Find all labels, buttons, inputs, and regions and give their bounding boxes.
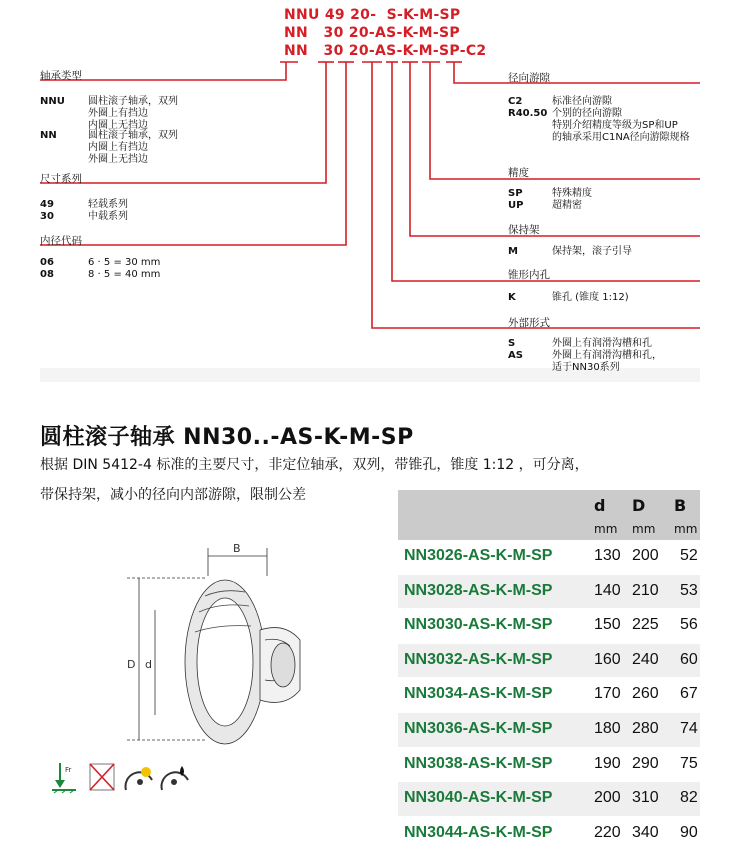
header-d: d xyxy=(594,496,606,515)
part-number: NN3044-AS-K-M-SP xyxy=(404,823,553,841)
size-desc-49: 轻载系列 xyxy=(88,199,128,210)
header-big-d: D xyxy=(632,496,646,515)
cell-b: 53 xyxy=(680,581,698,599)
cell-d: 180 xyxy=(594,719,621,737)
part-number: NN3032-AS-K-M-SP xyxy=(404,650,553,668)
radial-load-icon xyxy=(52,763,76,793)
cage-desc: 保持架，滚子引导 xyxy=(552,246,632,257)
type-desc-nnu: 圆柱滚子轴承，双列 外圈上有挡边 内圈上无挡边 xyxy=(88,96,178,131)
part-number: NN3038-AS-K-M-SP xyxy=(404,754,553,772)
taper-code: K xyxy=(508,292,516,303)
bore-code-08: 08 xyxy=(40,269,54,280)
cell-big-d: 280 xyxy=(632,719,659,737)
line-taper xyxy=(392,62,700,281)
type-code-nn: NN xyxy=(40,130,57,141)
cell-big-d: 200 xyxy=(632,547,659,564)
cell-big-d: 225 xyxy=(632,616,659,634)
cell-big-d: 290 xyxy=(632,754,659,772)
cell-d: 200 xyxy=(594,789,621,807)
cage-title: 保持架 xyxy=(508,224,540,236)
clearance-desc: 标准径向游隙 个别的径向游隙 特别介绍精度等级为SP和UP 的轴承采用C1NA径向游隙规格 xyxy=(552,96,690,143)
bearing-type-title: 轴承类型 xyxy=(40,70,82,82)
taper-title: 锥形内孔 xyxy=(508,269,550,281)
table-row xyxy=(398,678,700,713)
cell-big-d: 240 xyxy=(632,650,659,668)
table-row xyxy=(398,782,700,817)
part-number: NN3030-AS-K-M-SP xyxy=(404,616,553,634)
product-title: 圆柱滚子轴承 NN30..-AS-K-M-SP xyxy=(40,425,414,450)
cell-d: 130 xyxy=(594,547,621,564)
cell-d: 160 xyxy=(594,650,621,668)
product-description-line-1: 根据 DIN 5412-4 标准的主要尺寸，非定位轴承，双列，带锥孔，锥度 1:12 ，可分离， xyxy=(40,457,589,473)
clearance-title: 径向游隙 xyxy=(508,72,550,84)
part-number: NN3028-AS-K-M-SP xyxy=(404,581,553,599)
bore-code-title: 内径代码 xyxy=(40,235,82,247)
bearing-drawing xyxy=(115,540,315,752)
cell-d: 140 xyxy=(594,581,621,599)
cell-b: 56 xyxy=(680,616,698,634)
part-number: NN3036-AS-K-M-SP xyxy=(404,719,553,737)
oil-lubrication-icon xyxy=(162,766,188,790)
table-header xyxy=(398,490,700,540)
clearance-codes: C2 R40.50 xyxy=(508,96,548,119)
cell-b: 67 xyxy=(680,685,698,703)
cage-code: M xyxy=(508,246,518,257)
part-number: NN3040-AS-K-M-SP xyxy=(404,789,553,807)
table-row xyxy=(398,644,700,679)
cell-d: 220 xyxy=(594,823,621,841)
size-code-49: 49 xyxy=(40,199,54,210)
cell-b: 82 xyxy=(680,789,698,807)
table-row xyxy=(398,748,700,783)
line-bore xyxy=(40,62,346,245)
part-number: NN3034-AS-K-M-SP xyxy=(404,685,553,703)
no-axial-load-icon xyxy=(90,764,114,790)
precision-title: 精度 xyxy=(508,167,529,179)
size-code-30: 30 xyxy=(40,211,54,222)
header-big-d-unit: mm xyxy=(632,522,656,536)
cell-d: 170 xyxy=(594,685,621,703)
table-row xyxy=(398,713,700,748)
property-icons xyxy=(50,760,210,796)
dimension-label-big-d: D xyxy=(127,658,136,671)
line-clearance xyxy=(454,62,700,83)
cell-big-d: 210 xyxy=(632,581,659,599)
bore-desc-08: 8 · 5 = 40 mm xyxy=(88,269,161,280)
cell-d: 150 xyxy=(594,616,621,634)
cell-b: 60 xyxy=(680,650,698,668)
cell-b: 52 xyxy=(680,547,698,564)
taper-desc: 锥孔 (锥度 1:12) xyxy=(552,292,629,303)
dimension-label-b: B xyxy=(233,542,241,555)
cell-big-d: 340 xyxy=(632,823,659,841)
dimension-label-small-d: d xyxy=(145,658,152,671)
table-row xyxy=(398,575,700,610)
header-d-unit: mm xyxy=(594,522,618,536)
type-code-nnu: NNU xyxy=(40,96,65,107)
precision-desc: 特殊精度 超精密 xyxy=(552,188,592,211)
table-row xyxy=(398,540,700,575)
grease-lubrication-icon xyxy=(126,767,152,790)
cell-b: 74 xyxy=(680,719,698,737)
type-desc-nn: 圆柱滚子轴承，双列 内圈上有挡边 外圈上无挡边 xyxy=(88,130,178,165)
dimension-table xyxy=(398,490,700,851)
cell-d: 190 xyxy=(594,754,621,772)
cell-b: 90 xyxy=(680,823,698,841)
cell-b: 75 xyxy=(680,754,698,772)
outer-form-title: 外部形式 xyxy=(508,317,550,329)
size-series-title: 尺寸系列 xyxy=(40,173,82,185)
radial-load-label: Fr xyxy=(65,766,72,774)
part-number: NN3026-AS-K-M-SP xyxy=(404,547,553,564)
cell-big-d: 260 xyxy=(632,685,659,703)
code-line-1: NNU 49 20- S-K-M-SP xyxy=(284,7,461,23)
table-body xyxy=(398,540,700,851)
table-row xyxy=(398,609,700,644)
cell-big-d: 310 xyxy=(632,789,659,807)
code-line-3: NN 30 20-AS-K-M-SP-C2 xyxy=(284,43,487,59)
bore-desc-06: 6 · 5 = 30 mm xyxy=(88,257,161,268)
header-b-unit: mm xyxy=(674,522,698,536)
bore-code-06: 06 xyxy=(40,257,54,268)
outer-form-codes: S AS xyxy=(508,338,523,361)
size-desc-30: 中载系列 xyxy=(88,211,128,222)
header-b: B xyxy=(674,496,687,515)
product-description-line-2: 带保持架，减小的径向内部游隙，限制公差 xyxy=(40,487,306,503)
precision-codes: SP UP xyxy=(508,188,524,211)
outer-form-desc: 外圈上有润滑沟槽和孔 外圈上有润滑沟槽和孔， 适于NN30系列 xyxy=(552,338,662,373)
code-line-2: NN 30 20-AS-K-M-SP xyxy=(284,25,460,41)
